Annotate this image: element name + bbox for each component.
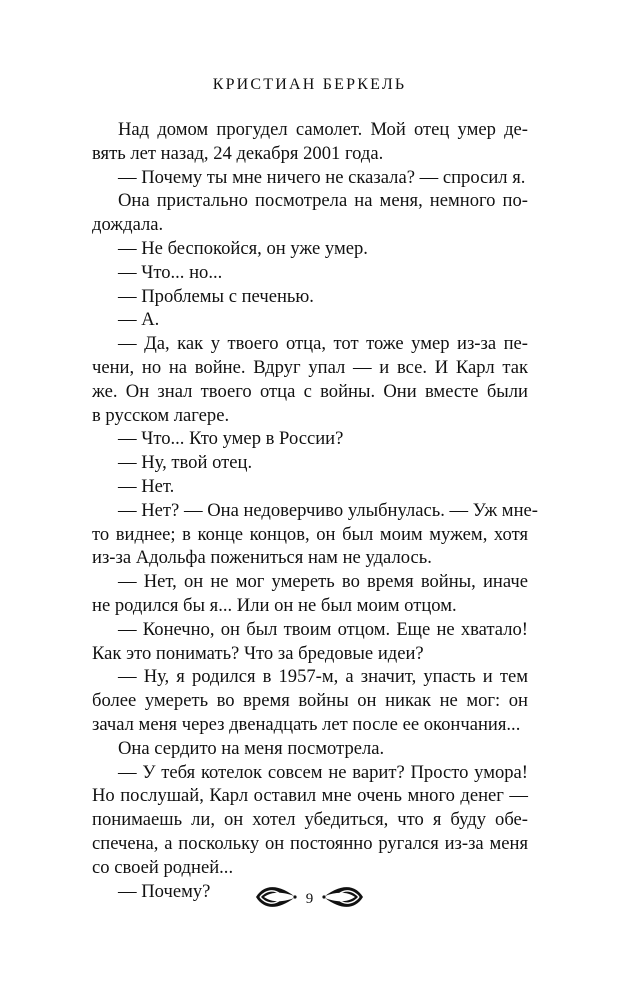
text-line: же. Он знал твоего отца с войны. Они вместе были xyxy=(92,380,528,402)
text-line: — Что... но... xyxy=(118,261,223,283)
text-line: — Нет. xyxy=(118,475,175,497)
text-line: — Что... Кто умер в России? xyxy=(118,428,344,450)
text-line: более умереть во время войны он никак не мог: он xyxy=(92,690,528,712)
flourish-right-icon xyxy=(321,882,365,912)
text-line: вять лет назад, 24 декабря 2001 года. xyxy=(92,142,384,164)
text-line: не родился бы я... Или он не был моим отцом. xyxy=(92,594,457,616)
text-line: то виднее; в конце концов, он был моим мужем, хотя xyxy=(92,523,528,545)
text-line: — Не беспокойся, он уже умер. xyxy=(118,237,368,259)
text-line: Как это понимать? Что за бредовые идеи? xyxy=(92,642,424,664)
text-line: — У тебя котелок совсем не варит? Просто умора! xyxy=(118,761,528,783)
running-header: КРИСТИАН БЕРКЕЛЬ xyxy=(212,76,407,93)
text-line: Она пристально посмотрела на меня, немного по- xyxy=(118,190,528,212)
page-number: 9 xyxy=(305,891,314,907)
text-line: — Проблемы с печенью. xyxy=(118,285,314,307)
text-line: понимаешь ли, он хотел убедиться, что я буду обе- xyxy=(92,809,528,831)
text-line: — Нет? — Она недоверчиво улыбнулась. — Уж мне- xyxy=(118,499,538,521)
text-line: со своей родней... xyxy=(92,856,234,878)
text-line: Но послушай, Карл оставил мне очень много денег — xyxy=(92,785,528,807)
text-line: — Почему? xyxy=(118,880,211,902)
text-line: — Почему ты мне ничего не сказала? — спросил я. xyxy=(118,166,526,188)
text-line: — Ну, я родился в 1957-м, а значит, упасть и тем xyxy=(118,666,528,688)
text-line: спечена, а поскольку он постоянно ругался из-за меня xyxy=(92,832,528,854)
text-line: Над домом прогудел самолет. Мой отец умер де- xyxy=(118,119,528,140)
text-line: из-за Адольфа пожениться нам не удалось. xyxy=(92,547,432,569)
text-line: чени, но на войне. Вдруг упал — и все. И Карл так xyxy=(92,356,528,378)
text-line: в русском лагере. xyxy=(92,404,230,426)
text-line: дождала. xyxy=(92,214,164,236)
body-text xyxy=(92,118,538,903)
text-line: — Да, как у твоего отца, тот тоже умер из-за пе- xyxy=(118,333,528,355)
text-line: — Ну, твой отец. xyxy=(118,452,253,474)
text-line: — А. xyxy=(118,309,160,331)
text-line: — Нет, он не мог умереть во время войны, иначе xyxy=(118,571,528,593)
text-line: Она сердито на меня посмотрела. xyxy=(118,737,385,759)
page-footer xyxy=(0,882,619,922)
text-line: зачал меня через двенадцать лет после ее окончания... xyxy=(92,713,521,735)
text-line: — Конечно, он был твоим отцом. Еще не хватало! xyxy=(118,618,528,640)
